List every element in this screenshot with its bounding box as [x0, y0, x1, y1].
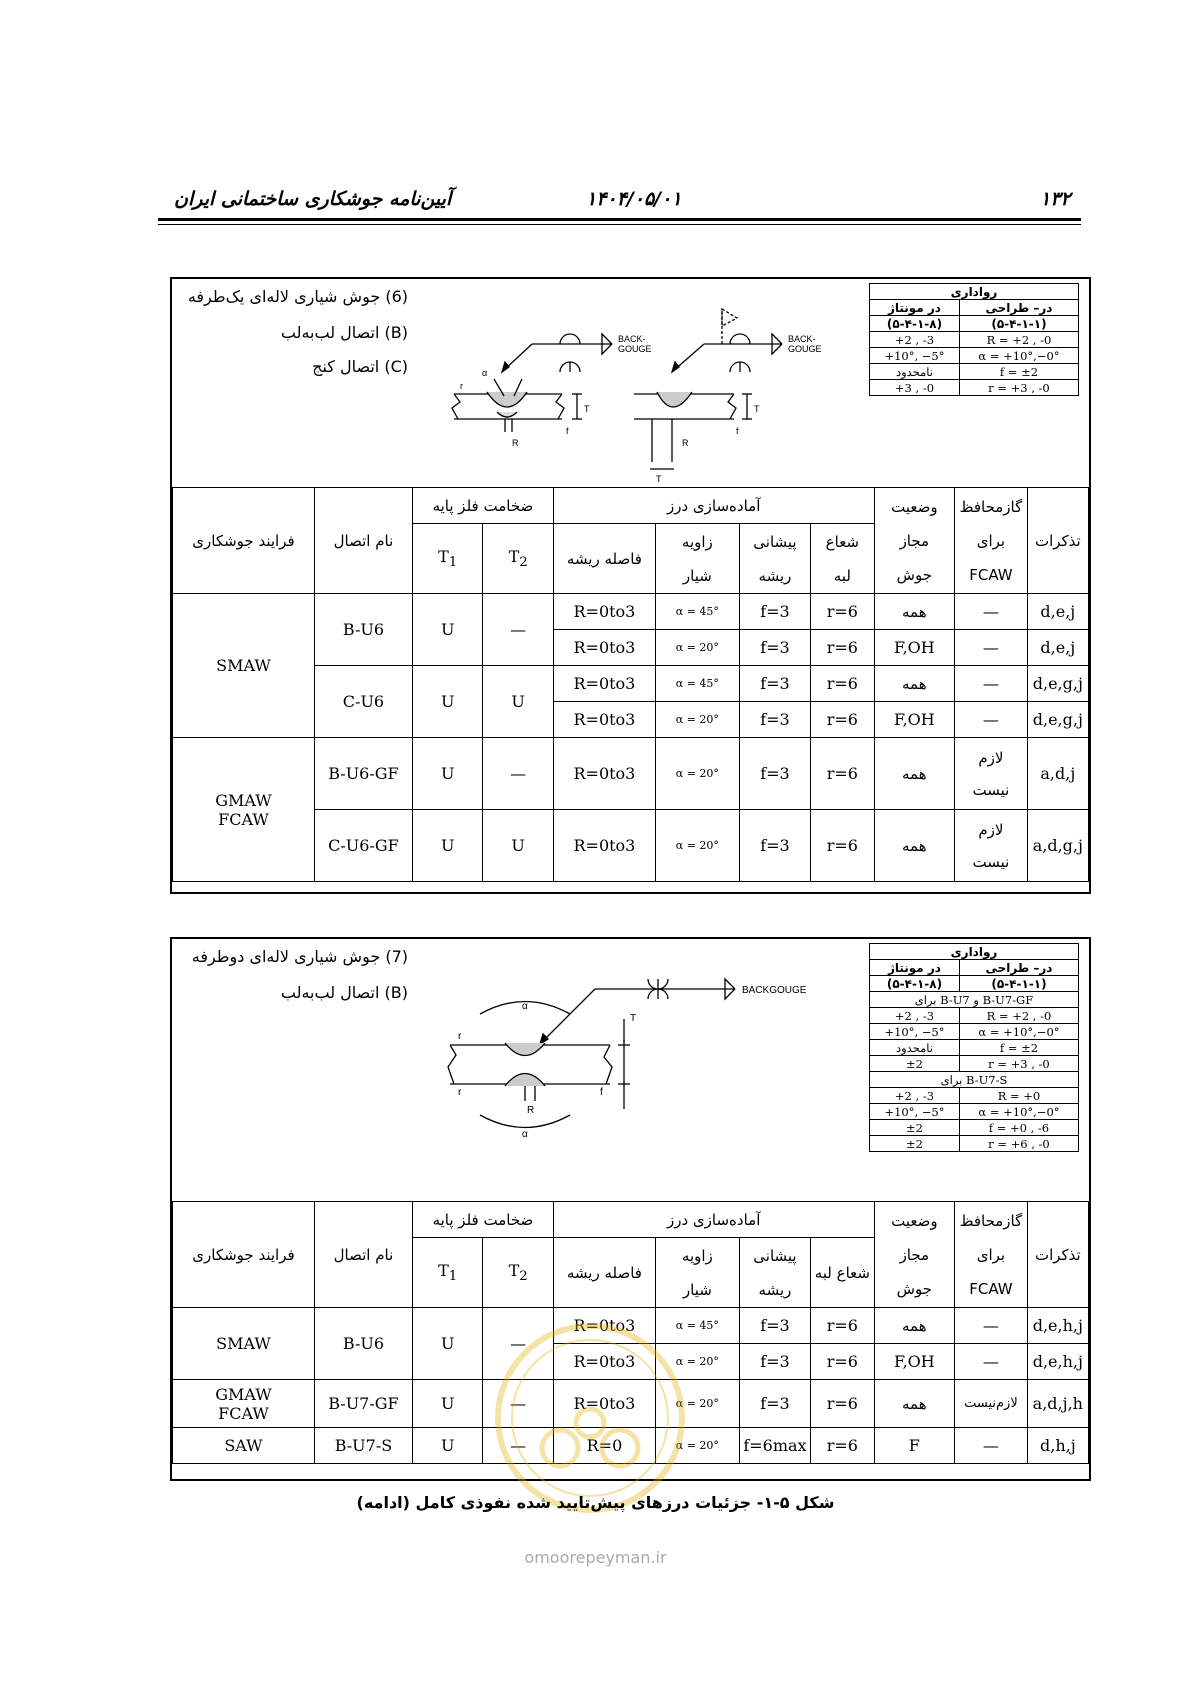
- cell-gas: [955, 810, 1028, 882]
- col-angle: [655, 524, 739, 594]
- col-prep: آماده‌سازی درز: [553, 488, 874, 524]
- cell-face: f=3: [739, 1308, 810, 1344]
- col-position-l3: جوش: [896, 565, 932, 584]
- col-position: [874, 488, 955, 594]
- header-row: [870, 1024, 1079, 1040]
- cell-gas-l1: لازم: [978, 820, 1004, 839]
- col-thickness: ضخامت فلز پایه: [412, 1202, 553, 1238]
- t1-dimension: T: [584, 404, 590, 414]
- cell-radius: r=6: [811, 702, 874, 738]
- joint-diagram: [442, 304, 842, 489]
- col-position-l1: وضعیت: [891, 497, 938, 516]
- cell-root-gap: R=0to3: [553, 1344, 655, 1380]
- col-notes: تذکرات: [1027, 1202, 1088, 1308]
- tolerance-col-design: در– طراحی: [959, 300, 1078, 316]
- header-row: [870, 1008, 1079, 1024]
- cell-position: همه: [874, 1380, 955, 1428]
- tolerance-design: α = +10°,−0°: [959, 348, 1078, 364]
- header-row: [173, 488, 1089, 524]
- t1-dimension-right: T: [754, 404, 760, 414]
- cell-position: همه: [874, 738, 955, 810]
- tolerance-fit: نامحدود: [870, 1040, 960, 1056]
- t2-dimension: T: [656, 474, 662, 484]
- joint-diagram: [440, 949, 807, 1149]
- header-row: [870, 332, 1079, 348]
- cell-joint: C-U6-GF: [314, 810, 412, 882]
- tolerance-design: r = +6 , -0: [959, 1136, 1078, 1152]
- double-u-section: [448, 1002, 630, 1128]
- col-root-gap: فاصله ریشه: [553, 1238, 655, 1308]
- cell-joint: B-U6: [314, 1308, 412, 1380]
- cell-radius: r=6: [811, 666, 874, 702]
- root-gap-label-right: R: [682, 438, 689, 448]
- cell-notes: d,e,h,j: [1027, 1308, 1088, 1344]
- col-gas-l2: برای: [976, 1245, 1006, 1264]
- cell-face: f=3: [739, 702, 810, 738]
- col-gas-l3: FCAW: [969, 1279, 1013, 1298]
- header-row: [870, 976, 1079, 992]
- tolerance-fit-ref: (۵-۴-۱-۸): [870, 316, 960, 332]
- cell-position: F,OH: [874, 630, 955, 666]
- cell-radius: r=6: [811, 1380, 874, 1428]
- cell-text: 1: [448, 1269, 458, 1285]
- section-subtitle-corner: (C) اتصال کنج: [312, 357, 408, 376]
- cell-root-gap: R=0to3: [553, 702, 655, 738]
- header-date: ۱۴۰۴/۰۵/۰۱: [586, 188, 682, 210]
- cell-gas: لازم‌نیست: [955, 1380, 1028, 1428]
- col-process: فرایند جوشکاری: [173, 488, 315, 594]
- backgouge-label: BACKGOUGE: [742, 985, 807, 996]
- cell-gas-l2: نیست: [972, 852, 1010, 871]
- cell-t1: U: [412, 1428, 482, 1464]
- tolerance-fit: +2 , -3: [870, 1008, 960, 1024]
- col-root-gap: فاصله ریشه: [553, 524, 655, 594]
- col-position: [874, 1202, 955, 1308]
- cell-angle: α = 20°: [655, 810, 739, 882]
- tolerance-col-design: در– طراحی: [959, 960, 1078, 976]
- t1-dimension: T: [630, 1013, 637, 1024]
- col-radius-l2: لبه: [833, 566, 851, 585]
- cell-process-l1: GMAW: [215, 1384, 272, 1404]
- tolerance-fit-ref: (۵-۴-۱-۸): [870, 976, 960, 992]
- cell-angle: α = 45°: [655, 1308, 739, 1344]
- cell-gas-l1: لازم: [978, 748, 1004, 767]
- tolerance-fit: +10°, −5°: [870, 1104, 960, 1120]
- cell-joint: B-U7-S: [314, 1428, 412, 1464]
- col-joint: نام اتصال: [314, 1202, 412, 1308]
- cell-gas: —: [955, 630, 1028, 666]
- header-row: [870, 284, 1079, 300]
- cell-gas: —: [955, 1344, 1028, 1380]
- tolerance-table: [869, 943, 1079, 1152]
- cell-angle: α = 20°: [655, 702, 739, 738]
- cell-gas: —: [955, 702, 1028, 738]
- cell-face: f=3: [739, 738, 810, 810]
- col-angle-l1: زاویه: [681, 532, 713, 551]
- butt-joint-section: [452, 379, 582, 432]
- cell-position: F: [874, 1428, 955, 1464]
- alpha-label: α: [482, 368, 488, 378]
- panel-u6: [170, 277, 1091, 894]
- cell-process: [173, 1380, 315, 1428]
- weld-symbol: [540, 979, 735, 1044]
- cell-gas-l2: نیست: [972, 780, 1010, 799]
- watermark-text: omoorepeyman.ir: [524, 1548, 667, 1567]
- col-position-l2: مجاز: [899, 531, 930, 550]
- col-t1: [412, 1238, 482, 1308]
- header-title: آیین‌نامه جوشکاری ساختمانی ایران: [174, 188, 452, 210]
- cell-text: T: [508, 1260, 520, 1280]
- tolerance-fit: ±2: [870, 1136, 960, 1152]
- cell-t1: U: [412, 1308, 482, 1380]
- col-gas-l2: برای: [976, 531, 1006, 550]
- tolerance-col-fit: در مونتاژ: [870, 960, 960, 976]
- col-process: فرایند جوشکاری: [173, 1202, 315, 1308]
- page-number: ۱۳۲: [1040, 188, 1071, 210]
- cell-joint: C-U6: [314, 666, 412, 738]
- header-row: [173, 1202, 1089, 1238]
- cell-process-l1: GMAW: [215, 790, 272, 810]
- cell-face: f=3: [739, 666, 810, 702]
- r-label: r: [460, 381, 463, 391]
- joint-table: [172, 487, 1089, 882]
- cell-t2: U: [483, 810, 553, 882]
- cell-t1: U: [412, 1380, 482, 1428]
- col-radius: [811, 524, 874, 594]
- col-thickness: ضخامت فلز پایه: [412, 488, 553, 524]
- tolerance-title: رواداری: [870, 944, 1079, 960]
- cell-t1: U: [412, 666, 482, 738]
- cell-process-l2: FCAW: [218, 809, 269, 829]
- tolerance-fit: ±2: [870, 1120, 960, 1136]
- backgouge-label-right: BACK-: [788, 334, 816, 344]
- cell-angle: α = 20°: [655, 630, 739, 666]
- tolerance-col-fit: در مونتاژ: [870, 300, 960, 316]
- corner-joint-section: [634, 392, 752, 469]
- cell-gas: [955, 738, 1028, 810]
- cell-radius: r=6: [811, 738, 874, 810]
- f-label: f: [600, 1087, 603, 1098]
- cell-text: T: [508, 546, 520, 566]
- cell-angle: α = 45°: [655, 594, 739, 630]
- col-angle: [655, 1238, 739, 1308]
- tolerance-design: α = +10°,−0°: [959, 1104, 1078, 1120]
- cell-angle: α = 20°: [655, 1428, 739, 1464]
- cell-joint: B-U6: [314, 594, 412, 666]
- col-radius-l1: شعاع: [825, 532, 859, 551]
- r-label-top: r: [458, 1031, 462, 1042]
- cell-position: F,OH: [874, 1344, 955, 1380]
- header-row: [870, 1088, 1079, 1104]
- col-t2: [483, 524, 553, 594]
- header-row: [870, 992, 1079, 1008]
- col-t1: [412, 524, 482, 594]
- figure-caption: شکل ۵-۱- جزئیات درزهای پیش‌تایید شده نفوذی کامل (ادامه): [356, 1493, 835, 1512]
- tolerance-fit: +10°, −5°: [870, 348, 960, 364]
- cell-root-gap: R=0: [553, 1428, 655, 1464]
- header-row: [870, 944, 1079, 960]
- col-angle-l2: شیار: [682, 1280, 712, 1299]
- cell-notes: d,e,g,j: [1027, 702, 1088, 738]
- cell-process: SAW: [173, 1428, 315, 1464]
- cell-root-gap: R=0to3: [553, 738, 655, 810]
- cell-position: همه: [874, 1308, 955, 1344]
- tolerance-fit: +10°, −5°: [870, 1024, 960, 1040]
- cell-text: T: [438, 546, 449, 566]
- col-face-l2: ریشه: [758, 566, 792, 585]
- tolerance-table: [869, 283, 1079, 396]
- col-notes: تذکرات: [1027, 488, 1088, 594]
- col-position-l1: وضعیت: [891, 1211, 938, 1230]
- col-prep: آماده‌سازی درز: [553, 1202, 874, 1238]
- cell-gas: —: [955, 594, 1028, 630]
- col-radius: شعاع لبه: [811, 1238, 874, 1308]
- tolerance-fit: ±2: [870, 1056, 960, 1072]
- tolerance-design: R = +0: [959, 1088, 1078, 1104]
- f-label: f: [566, 426, 569, 436]
- cell-t2: U: [483, 666, 553, 738]
- table-row: [173, 594, 1089, 630]
- cell-t2: —: [483, 1380, 553, 1428]
- cell-notes: d,e,g,j: [1027, 666, 1088, 702]
- tolerance-design: f = +0 , -6: [959, 1120, 1078, 1136]
- tolerance-design: α = +10°,−0°: [959, 1024, 1078, 1040]
- cell-position: همه: [874, 666, 955, 702]
- cell-root-gap: R=0to3: [553, 630, 655, 666]
- col-angle-l1: زاویه: [681, 1246, 713, 1265]
- cell-angle: α = 45°: [655, 666, 739, 702]
- col-face: [739, 524, 810, 594]
- cell-angle: α = 20°: [655, 1380, 739, 1428]
- cell-notes: d,h,j: [1027, 1428, 1088, 1464]
- cell-process: SMAW: [173, 594, 315, 738]
- table-row: [173, 738, 1089, 810]
- tolerance-group: برای B-U7 و B-U7-GF: [870, 992, 1079, 1008]
- root-gap-label: R: [527, 1105, 535, 1116]
- col-face-l2: ریشه: [758, 1280, 792, 1299]
- cell-radius: r=6: [811, 1344, 874, 1380]
- col-face-l1: پیشانی: [753, 532, 797, 551]
- cell-radius: r=6: [811, 810, 874, 882]
- cell-t1: U: [412, 810, 482, 882]
- col-gas: [955, 488, 1028, 594]
- cell-joint: B-U6-GF: [314, 738, 412, 810]
- tolerance-design-ref: (۵-۴-۱-۱): [959, 976, 1078, 992]
- col-angle-l2: شیار: [682, 566, 712, 585]
- cell-root-gap: R=0to3: [553, 1380, 655, 1428]
- cell-t2: —: [483, 738, 553, 810]
- cell-process: SMAW: [173, 1308, 315, 1380]
- tolerance-design: f = ±2: [959, 364, 1078, 380]
- header-row: [870, 1104, 1079, 1120]
- tolerance-design: R = +2 , -0: [959, 332, 1078, 348]
- section-title: (7) جوش شیاری لاله‌ای دوطرفه: [191, 947, 408, 966]
- header-row: [870, 316, 1079, 332]
- alpha-label-top: α: [522, 1001, 528, 1012]
- cell-text: 1: [448, 555, 458, 571]
- col-gas: [955, 1202, 1028, 1308]
- cell-face: f=3: [739, 810, 810, 882]
- cell-t2: —: [483, 1428, 553, 1464]
- header-row: [870, 364, 1079, 380]
- backgouge-label: BACK-: [618, 334, 646, 344]
- cell-t1: U: [412, 594, 482, 666]
- weld-symbol-right: [672, 309, 782, 372]
- cell-face: f=3: [739, 630, 810, 666]
- section-subtitle-butt: (B) اتصال لب‌به‌لب: [280, 983, 408, 1002]
- cell-position: همه: [874, 810, 955, 882]
- cell-angle: α = 20°: [655, 738, 739, 810]
- backgouge-label-right-2: GOUGE: [788, 344, 822, 354]
- tolerance-design: f = ±2: [959, 1040, 1078, 1056]
- tolerance-fit: +2 , -3: [870, 1088, 960, 1104]
- tolerance-fit: +3 , -0: [870, 380, 960, 396]
- cell-root-gap: R=0to3: [553, 1308, 655, 1344]
- cell-radius: r=6: [811, 1308, 874, 1344]
- watermark-stamp: [490, 1318, 690, 1518]
- section-title: (6) جوش شیاری لاله‌ای یک‌طرفه: [187, 287, 408, 306]
- cell-joint: B-U7-GF: [314, 1380, 412, 1428]
- col-joint: نام اتصال: [314, 488, 412, 594]
- header-row: [870, 300, 1079, 316]
- cell-notes: d,e,j: [1027, 594, 1088, 630]
- tolerance-design: r = +3 , -0: [959, 1056, 1078, 1072]
- cell-process-l2: FCAW: [218, 1403, 269, 1423]
- cell-notes: a,d,g,j: [1027, 810, 1088, 882]
- tolerance-fit: +2 , -3: [870, 332, 960, 348]
- r-label-bottom: r: [458, 1087, 462, 1098]
- col-gas-l1: گازمحافظ: [959, 497, 1023, 516]
- header-row: [870, 1072, 1079, 1088]
- col-face-l1: پیشانی: [753, 1246, 797, 1265]
- cell-process: [173, 738, 315, 882]
- cell-t1: U: [412, 738, 482, 810]
- col-face: [739, 1238, 810, 1308]
- tolerance-design: R = +2 , -0: [959, 1008, 1078, 1024]
- col-gas-l1: گازمحافظ: [959, 1211, 1023, 1230]
- cell-radius: r=6: [811, 1428, 874, 1464]
- alpha-label-bottom: α: [522, 1129, 528, 1140]
- cell-gas: —: [955, 1428, 1028, 1464]
- cell-notes: d,e,j: [1027, 630, 1088, 666]
- weld-symbol-left: [502, 334, 612, 372]
- cell-root-gap: R=0to3: [553, 666, 655, 702]
- cell-notes: a,d,j,h: [1027, 1380, 1088, 1428]
- header-row: [870, 380, 1079, 396]
- cell-position: همه: [874, 594, 955, 630]
- cell-gas: —: [955, 1308, 1028, 1344]
- cell-root-gap: R=0to3: [553, 594, 655, 630]
- cell-face: f=3: [739, 1344, 810, 1380]
- tolerance-group: برای B-U7-S: [870, 1072, 1079, 1088]
- header-row: [870, 348, 1079, 364]
- backgouge-label-2: GOUGE: [618, 344, 652, 354]
- tolerance-fit: نامحدود: [870, 364, 960, 380]
- cell-face: f=3: [739, 594, 810, 630]
- cell-angle: α = 20°: [655, 1344, 739, 1380]
- header-row: [870, 1120, 1079, 1136]
- tolerance-design-ref: (۵-۴-۱-۱): [959, 316, 1078, 332]
- cell-notes: a,d,j: [1027, 738, 1088, 810]
- cell-face: f=3: [739, 1380, 810, 1428]
- col-gas-l3: FCAW: [969, 565, 1013, 584]
- col-t2: [483, 1238, 553, 1308]
- cell-t2: —: [483, 1308, 553, 1380]
- tolerance-title: رواداری: [870, 284, 1079, 300]
- cell-text: T: [438, 1260, 449, 1280]
- section-subtitle-butt: (B) اتصال لب‌به‌لب: [280, 323, 408, 342]
- tolerance-design: r = +3 , -0: [959, 380, 1078, 396]
- header-row: [870, 1136, 1079, 1152]
- header-row: [870, 960, 1079, 976]
- cell-root-gap: R=0to3: [553, 810, 655, 882]
- cell-face: f=6max: [739, 1428, 810, 1464]
- cell-position: F,OH: [874, 702, 955, 738]
- col-position-l3: جوش: [896, 1279, 932, 1298]
- header-rule-thin: [158, 224, 1081, 225]
- cell-text: 2: [519, 555, 528, 571]
- cell-t2: —: [483, 594, 553, 666]
- header-rule: [158, 218, 1081, 221]
- cell-text: 2: [519, 1269, 528, 1285]
- root-gap-label: R: [512, 438, 519, 448]
- f-label-right: f: [736, 426, 739, 436]
- header-row: [870, 1040, 1079, 1056]
- col-position-l2: مجاز: [899, 1245, 930, 1264]
- header-row: [870, 1056, 1079, 1072]
- cell-notes: d,e,h,j: [1027, 1344, 1088, 1380]
- cell-gas: —: [955, 666, 1028, 702]
- cell-radius: r=6: [811, 630, 874, 666]
- cell-radius: r=6: [811, 594, 874, 630]
